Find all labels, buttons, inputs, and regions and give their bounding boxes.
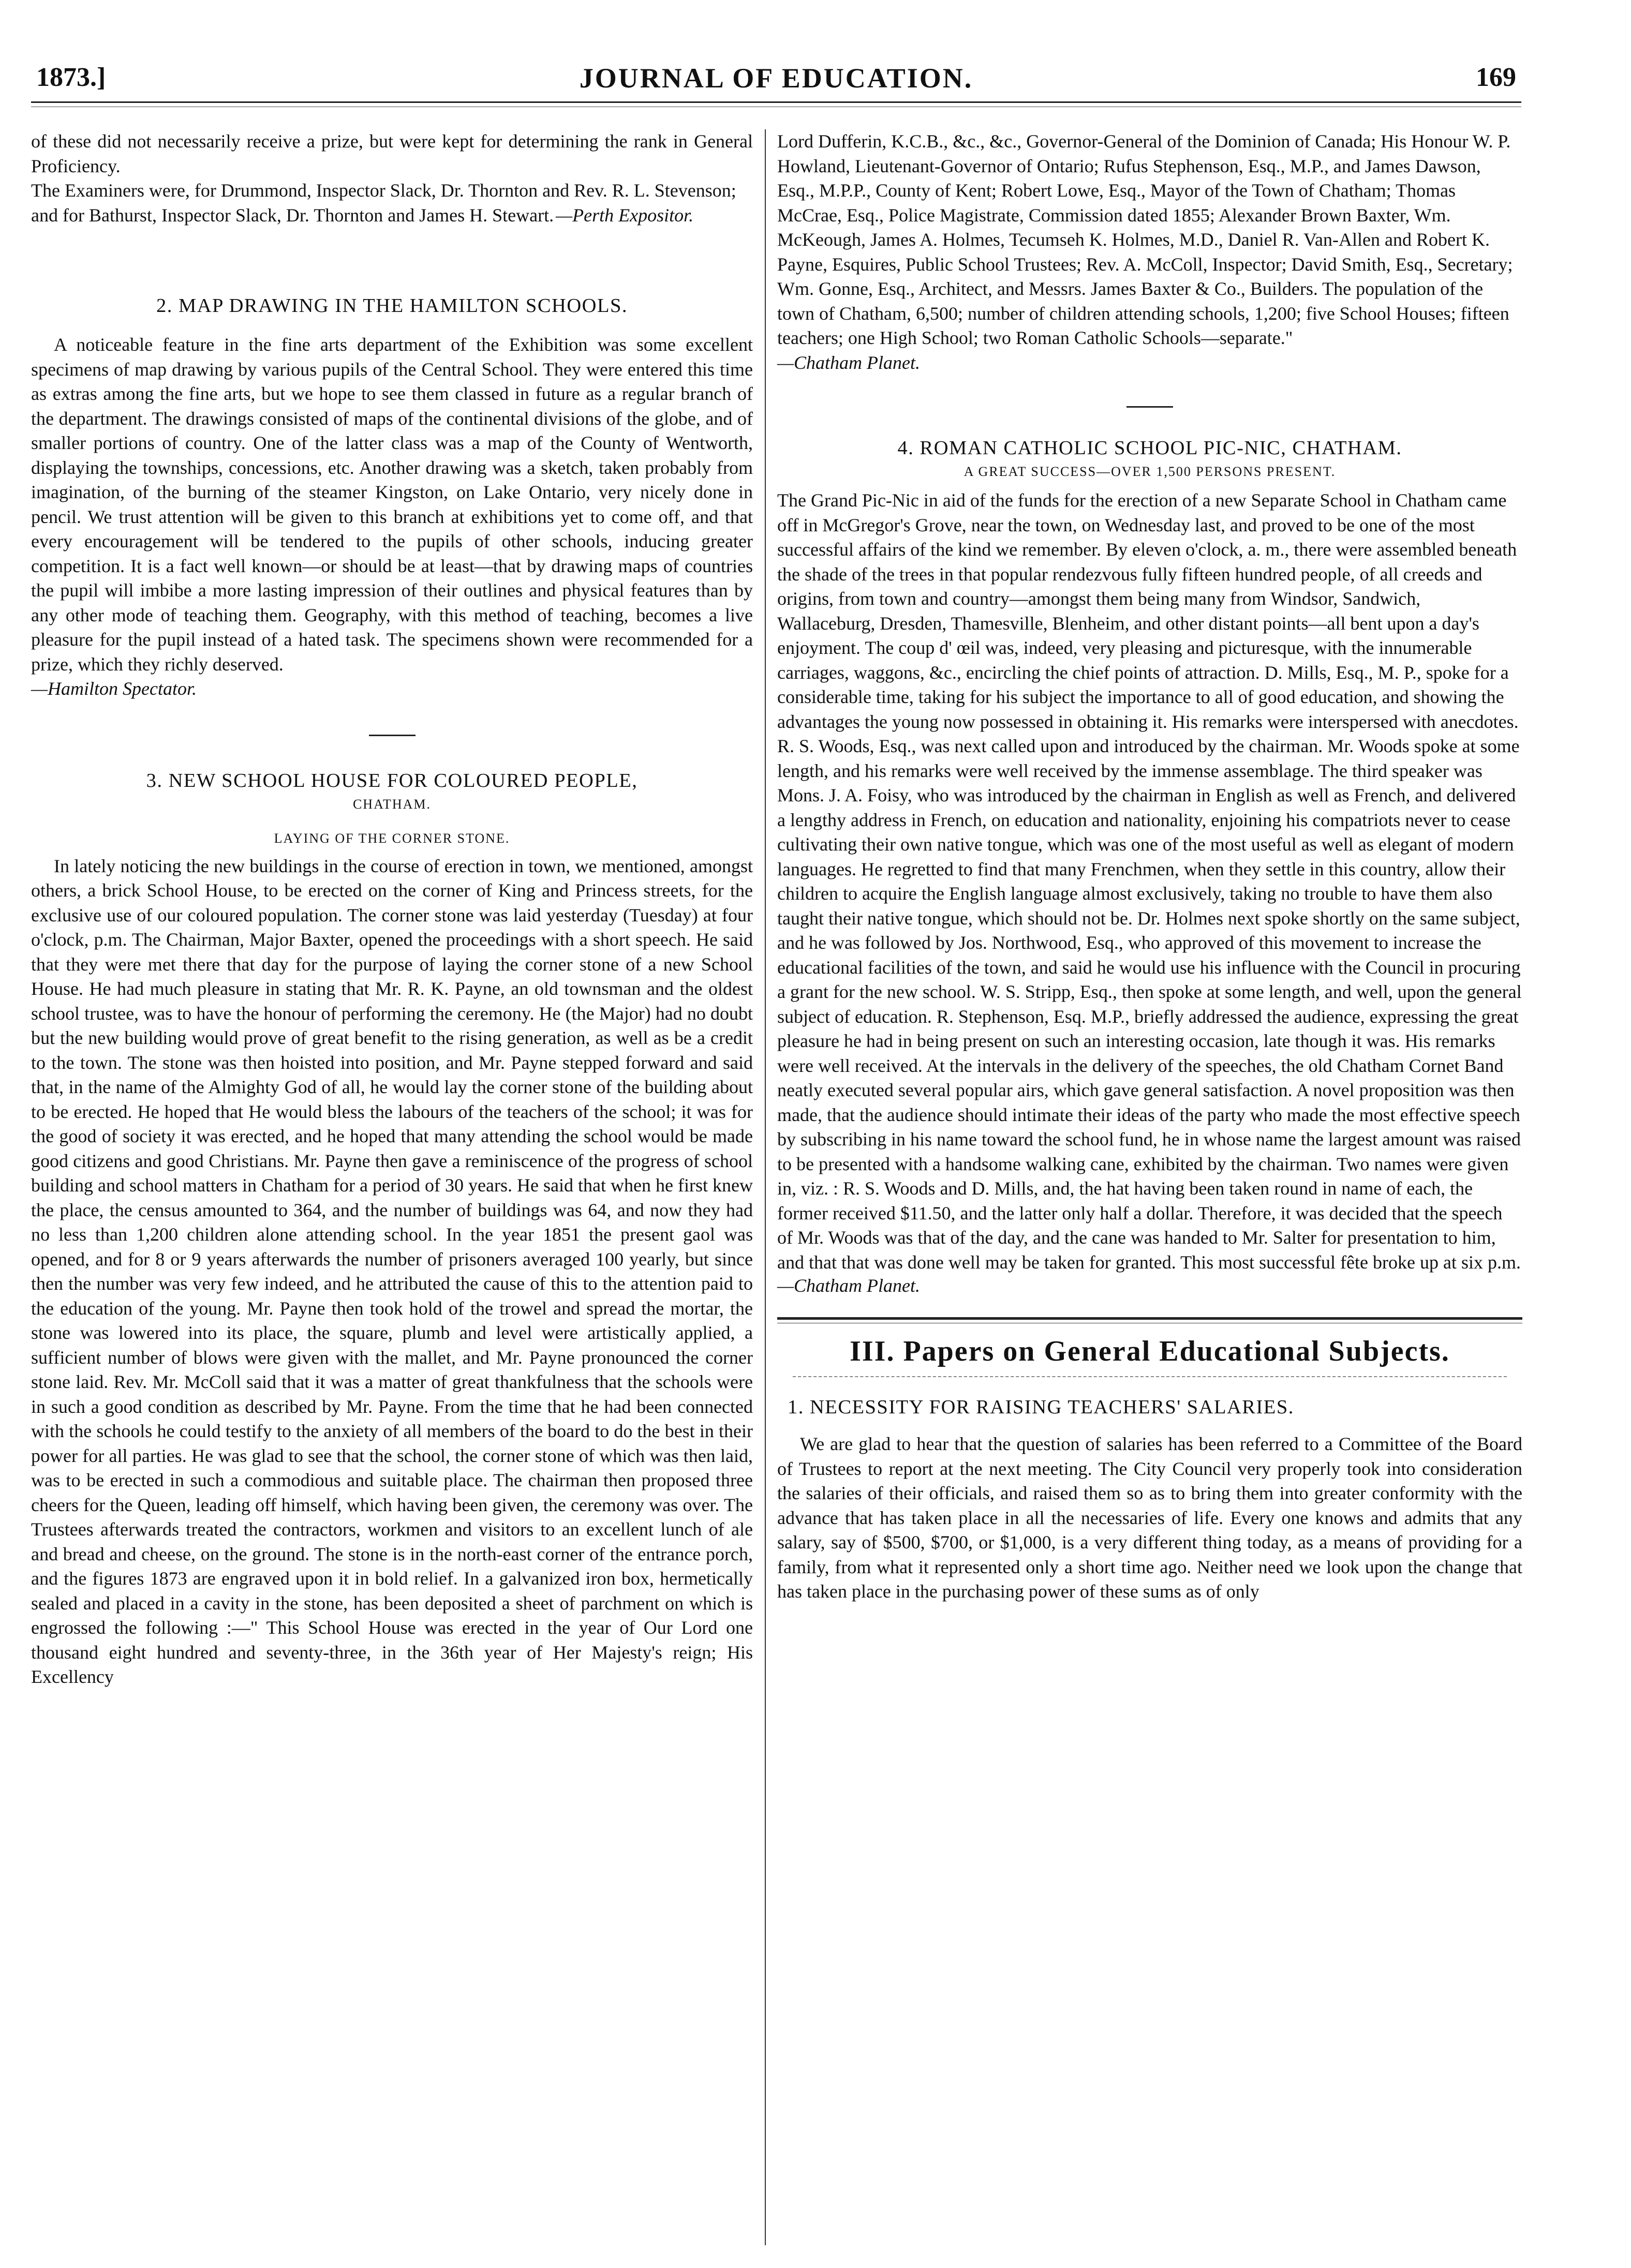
- continuation-source: —Chatham Planet.: [777, 352, 920, 373]
- header-year: 1873.]: [36, 63, 106, 92]
- column-divider: [765, 129, 766, 2245]
- school-house-subheading: LAYING OF THE CORNER STONE.: [274, 830, 510, 846]
- section-heading-picnic: 4. ROMAN CATHOLIC SCHOOL PIC-NIC, CHATHAM.: [897, 437, 1402, 459]
- section-heading-map-drawing: 2. MAP DRAWING IN THE HAMILTON SCHOOLS.: [156, 295, 628, 317]
- section-heading-salaries: 1. NECESSITY FOR RAISING TEACHERS' SALARIES.: [788, 1396, 1294, 1418]
- right-column: [777, 129, 1522, 1604]
- section-heading-school-house: 3. NEW SCHOOL HOUSE FOR COLOURED PEOPLE,: [146, 769, 638, 792]
- picnic-body: The Grand Pic-Nic in aid of the funds for the erection of a new Separate School in Chatham came off in McGregor's Grove, near the town, on Wednesday last, and proved to be one of the most successful affairs of the kind we remember. By eleven o'clock, a. m., there were assembled beneath the shade of the trees in that popular rendezvous fully fifteen hundred people, of all creeds and origins, from town and country—amongst them being many from Windsor, Sandwich, Wallaceburg, Dresden, Thamesville, Blenheim, and other distant points—all bent upon a day's enjoyment. The coup d' œil was, indeed, very pleasing and picturesque, with the innumerable carriages, waggons, &c., encircling the chief points of attraction. D. Mills, Esq., M. P., spoke for a considerable time, taking for his subject the importance to all of good education, and showing the advantages the young now possessed in obtaining it. His remarks were interspersed with anecdotes. R. S. Woods, Esq., was next called upon and introduced by the chairman. Mr. Woods spoke at some length, and his remarks were well received by the immense assemblage. The third speaker was Mons. J. A. Foisy, who was introduced by the chairman in English as well as French, and delivered a lengthy address in French, on education and nationality, enjoining his compatriots never to cease cultivating their own native tongue, which was one of the most useful as well as elegant of modern languages. He regretted to find that many Frenchmen, when they settle in this country, allow their children to acquire the English language almost exclusively, taking no trouble to have them also taught their native tongue, which should not be. Dr. Holmes next spoke shortly on the same subject, and he was followed by Jos. Northwood, Esq., who approved of this movement to increase the educational facilities of the town, and said he would use his influence with the Council in procuring a grant for the new school. W. S. Stripp, Esq., then spoke at some length, and well, upon the general subject of education. R. Stephenson, Esq. M.P., briefly addressed the audience, expressing the great pleasure he had in being present on such an interesting occasion, late though it was. His remarks were well received. At the intervals in the delivery of the speeches, the old Chatham Cornet Band neatly executed several popular airs, which gave general satisfaction. A novel proposition was then made, that the audience should intimate their ideas of the party who made the most effective speech by subscribing in his name toward the school fund, he in whose name the largest amount was raised to be presented with a handsome walking cane, exhibited by the chairman. Two names were given in, viz. : R. S. Woods and D. Mills, and, the hat having been taken round in name of each, the former received $11.50, and the latter only half a dollar. Therefore, it was decided that the speech of Mr. Woods was that of the day, and the cane was handed to Mr. Salter for presentation to him, and that that was done well may be taken for granted. This most successful fête broke up at six p.m.: [777, 490, 1522, 1273]
- header-rule: [31, 101, 1521, 103]
- part-title: III. Papers on General Educational Subjects.: [850, 1335, 1450, 1367]
- intro-paragraph-1: of these did not necessarily receive a prize, but were kept for determining the rank in General Proficiency.: [31, 131, 753, 176]
- picnic-source: —Chatham Planet.: [777, 1275, 920, 1296]
- school-house-body: In lately noticing the new buildings in the course of erection in town, we mentioned, amongst others, a brick School House, to be erected on the corner of King and Princess streets, for the exclusive use of our coloured population. The corner stone was laid yesterday (Tuesday) at four o'clock, p.m. The Chairman, Major Baxter, opened the proceedings with a short speech. He said that they were met there that day for the purpose of laying the corner stone of a new School House. He had much pleasure in stating that Mr. R. K. Payne, an old townsman and the oldest school trustee, was to have the honour of performing the ceremony. He (the Major) had no doubt but the new building would prove of great benefit to the rising generation, as well as be a credit to the town. The stone was then hoisted into position, and Mr. Payne stepped forward and said that, in the name of the Almighty God of all, he would lay the corner stone of the building about to be erected. He hoped that He would bless the labours of the teachers of the school; it was for the good of society it was erected, and he hoped that many attending the school would be made good citizens and good Christians. Mr. Payne then gave a reminiscence of the progress of school building and school matters in Chatham for a period of 30 years. He said that when he first knew the place, the census amounted to 364, and the number of buildings was 64, and now they had no less than 1,200 children alone attending school. In the year 1851 the present gaol was opened, and for 8 or 9 years afterwards the number of prisoners averaged 100 yearly, but since then the number was very few indeed, and he attributed the cause of this to the attention paid to the education of the young. Mr. Payne then took hold of the trowel and spread the mortar, the stone was lowered into its place, the square, plumb and level were artistically applied, a sufficient number of blows were given with the mallet, and Mr. Payne pronounced the corner stone laid. Rev. Mr. McColl said that it was a matter of great thankfulness that the schools were in such a good condition as described by Mr. Payne. From the time that he had been connected with the schools he could testify to the anxiety of all members of the board to do the best in their power for all parties. He was glad to see that the school, the corner stone of which was then laid, was to be erected in such a commodious and suitable place. The chairman then proposed three cheers for the Queen, leading off himself, which having been given, the ceremony was over. The Trustees afterwards treated the contractors, workmen and visitors to an excellent lunch of ale and bread and cheese, on the ground. The stone is in the north-east corner of the entrance porch, and the figures 1873 are engraved upon it in bold relief. In a galvanized iron box, hermetically sealed and placed in a cavity in the stone, has been deposited a sheet of parchment on which is engrossed the following :—" This School House was erected in the year of Our Lord one thousand eight hundred and seventy-three, in the 36th year of Her Majesty's reign; His Excellency: [31, 855, 753, 1687]
- journal-title: JOURNAL OF EDUCATION.: [579, 63, 973, 94]
- salaries-body: We are glad to hear that the question of salaries has been referred to a Committee of the Board of Trustees to report at the next meeting. The City Council very properly took into consideration the salaries of their officials, and raised them so as to bring them into greater conformity with the advance that has taken place in all the necessaries of life. Every one knows and admits that any salary, say of $500, $700, or $1,000, is a very different thing today, as a means of providing for a family, from what it represented only a short time ago. Neither need we look upon the change that has taken place in the purchasing power of these sums as of only: [777, 1434, 1522, 1602]
- intro-source: —Perth Expositor.: [556, 204, 694, 226]
- map-drawing-body: A noticeable feature in the fine arts department of the Exhibition was some excellent specimens of map drawing by various pupils of the Central School. They were entered this time as extras among the fine arts, but we hope to see them classed in future as a regular branch of the department. The drawings consisted of maps of the continental divisions of the globe, and of smaller portions of country. One of the latter class was a map of the County of Wentworth, displaying the townships, concessions, etc. Another drawing was a sketch, taken probably from imagination, of the burning of the steamer Kingston, on Lake Ontario, very nicely done in pencil. We trust attention will be given to this branch at exhibitions yet to come off, and that every encouragement will be tendered to the pupils of other schools, inducing greater competition. It is a fact well known—or should be at least—that by drawing maps of countries the pupil will imbibe a more lasting impression of their outlines and physical features than by any other mode of teaching them. Geography, with this method of teaching, becomes a live pleasure for the pupil instead of a hated task. The specimens shown were recommended for a prize, which they richly deserved.: [31, 334, 753, 675]
- picnic-subheading: A GREAT SUCCESS—OVER 1,500 PERSONS PRESENT.: [963, 464, 1336, 479]
- school-house-place: CHATHAM.: [352, 796, 432, 812]
- running-header: [36, 62, 1516, 103]
- continuation-text: Lord Dufferin, K.C.B., &c., &c., Governor-General of the Dominion of Canada; His Honour W. P. Howland, Lieutenant-Governor of Ontario; Rufus Stephenson, Esq., M.P., and James Dawson, Esq., M.P.P., County of Kent; Robert Lowe, Esq., Mayor of the Town of Chatham; Thomas McCrae, Esq., Police Magistrate, Commission dated 1855; Alexander Brown Baxter, Wm. McKeough, James A. Holmes, Tecumseh K. Holmes, M.D., Daniel R. Van-Allen and Robert K. Payne, Esquires, Public School Trustees; Rev. A. McColl, Inspector; David Smith, Esq., Secretary; Wm. Gonne, Esq., Architect, and Messrs. James Baxter & Co., Builders. The population of the town of Chatham, 6,500; number of children attending schools, 1,200; five School Houses; fifteen teachers; one High School; two Roman Catholic Schools—separate.": [777, 131, 1513, 348]
- part-rule-top: [777, 1317, 1522, 1320]
- left-column: [31, 129, 753, 1690]
- intro-paragraph-2: The Examiners were, for Drummond, Inspector Slack, Dr. Thornton and Rev. R. L. Stevenson; and for Bathurst, Inspector Slack, Dr. Thornton and James H. Stewart.: [31, 180, 736, 226]
- map-drawing-source: —Hamilton Spectator.: [31, 678, 197, 699]
- page-number: 169: [1476, 63, 1516, 92]
